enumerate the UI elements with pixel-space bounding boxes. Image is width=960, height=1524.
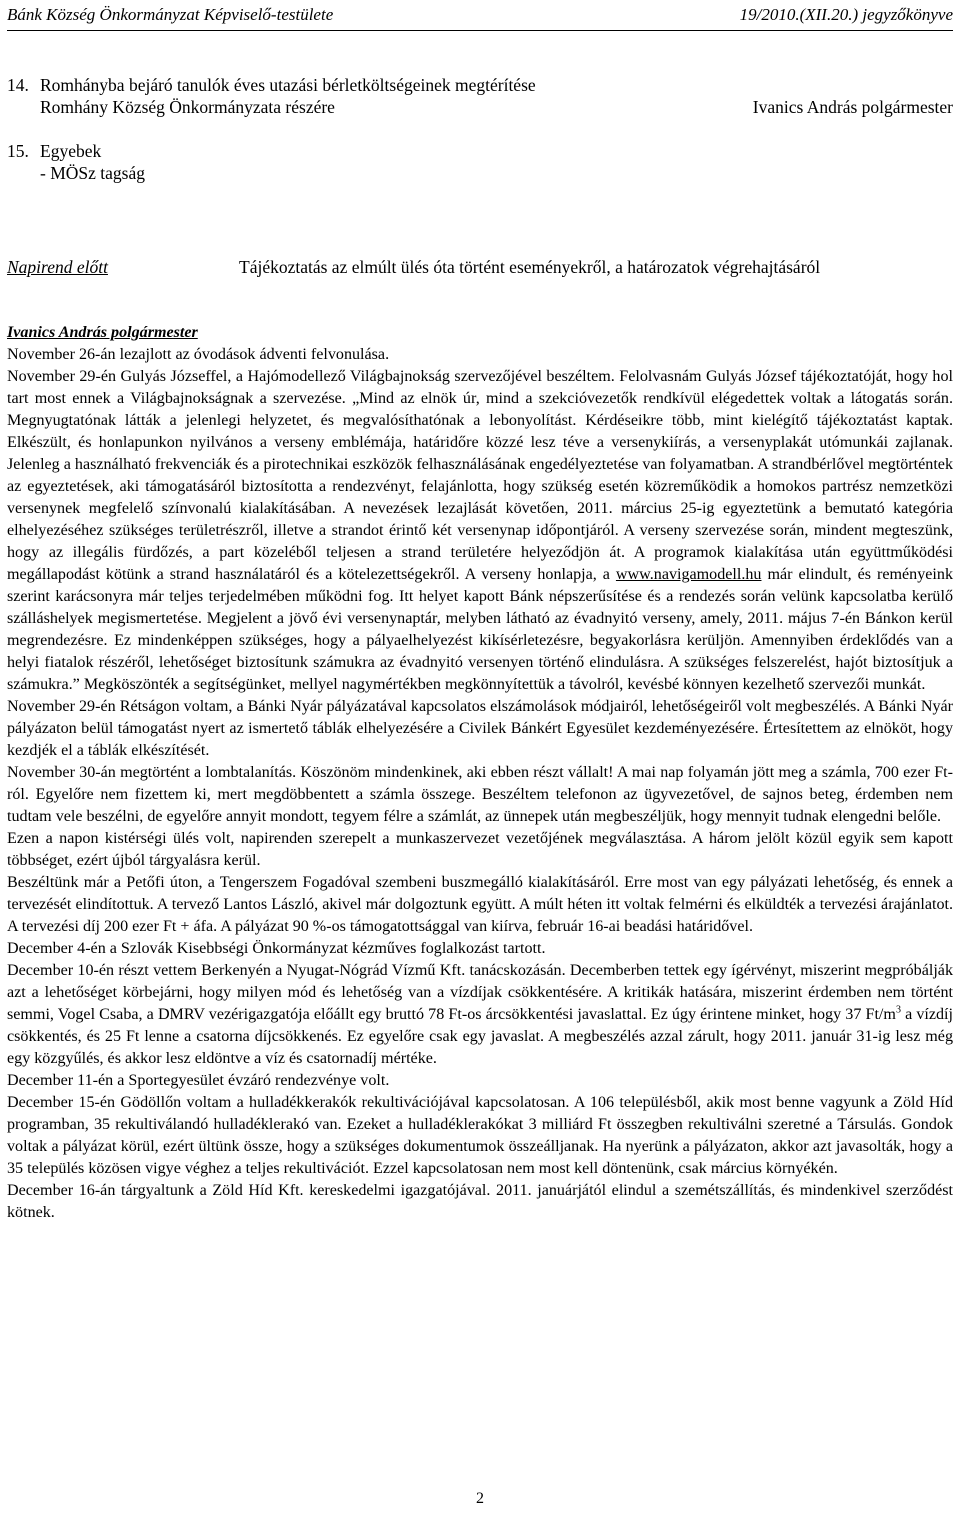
paragraph: December 4-én a Szlovák Kisebbségi Önkormányzat kézműves foglalkozást tartott. <box>7 940 546 957</box>
agenda-item-title: Egyebek <box>40 141 102 161</box>
agenda-item-15-title-line <box>7 140 953 162</box>
agenda-item-presenter: Ivanics András polgármester <box>752 97 953 117</box>
header-right-title: 19/2010.(XII.20.) jegyzőkönyve <box>739 5 953 24</box>
paragraph <box>7 366 953 696</box>
agenda-item-14-second-line <box>7 96 953 118</box>
paragraph: November 30-án megtörtént a lombtalanítás. Köszönöm mindenkinek, aki ebben részt vállalt! A mai nap folyamán jött meg a számla, 700 ezer Ft-ról. Egyelőre nem fizettem ki, mert megdöbbentett a számla összege. Beszéltem telefonon az ügyvezetővel, de sajnos beteg, érdemben nem tudtam vele beszélni, de egyelőre annyit mondott, tegyem félre a számlát, az ünnepek után megbeszéljük, hogy mennyit tudnak elengedni belőle. <box>7 764 953 825</box>
agenda-item-14-title-line <box>7 74 953 96</box>
agenda-item-15 <box>7 140 953 184</box>
superscript: 3 <box>895 1004 901 1016</box>
paragraph-text: December 10-én részt vettem Berkenyén a Nyugat-Nógrád Vízmű Kft. tanácskozásán. Decemberben tettek egy ígérvényt, miszerint megpróbálják azt a lehetőséget körbejárni, hogy milyen mód és lehetőség van a vízdíjak csökkentésére. A kritikák hatására, miszerint érdemben nem történt semmi, Vogel Csaba, a DMRV vezérigazgatója előállt egy bruttó 78 Ft-os árcsökkentési javaslattal. Ez úgy érintene minket, hogy 37 Ft/m <box>7 962 953 1023</box>
agenda-item-14 <box>7 74 953 118</box>
paragraph: December 15-én Gödöllőn voltam a hulladékkerakók rekultivációjával kapcsolatosan. A 106 településből, akik most benne vagyunk a Zöld Híd programban, 35 rekultiválandó hulladéklerakó van. Ezeket a hulladéklerakókat 3 milliárd Ft összegben rekultiválni szeretné a Társulás. Gondok voltak a pályázat körül, ezért ültünk össze, hogy a szükséges dokumentumok összeálljanak. Ha nyerünk a pályázaton, akkor azt javasolták, hogy a 35 település közösen vigye véghez a teljes rekultivációt. Ezzel kapcsolatosan nem most kell döntenünk, csak március környékén. <box>7 1094 953 1177</box>
napirend-label: Napirend előtt <box>7 257 108 277</box>
paragraph: Ezen a napon kistérségi ülés volt, napirenden szerepelt a munkaszervezet vezetőjének megválasztása. A három jelölt közül egyik sem kapott többséget, ezért újból tárgyalásra kerül. <box>7 830 953 869</box>
report-body <box>7 322 953 1224</box>
paragraph: December 11-én a Sportegyesület évzáró rendezvénye volt. <box>7 1072 390 1089</box>
paragraph-text: November 29-én Gulyás Józseffel, a Hajómodellező Világbajnokság szervezőjével beszéltem. Felolvasnám Gulyás József tájékoztatóját, hogy hol tart most ennek a Világbajnokságnak a szervezése. „Mind az elnök úr, mind a szekcióvezetők rendkívül elégedettek voltak a látogatás során. Megnyugtatónak látták a jelenlegi helyzetet, és megvalósíthatónak a lebonyolítást. Kérdéseikre több, mint kielégítő tájékoztatást kaptak. Elkészült, és honlapunkon nyilvános a verseny emblémája, határidőre közzé lesz téve a versenykiírás, a versenyplakát utómunkái zajlanak. Jelenleg a használható frekvenciák és a pirotechnikai eszközök felhasználásának engedélyeztetése van folyamatban. A strandbérlővel megtörténtek az egyeztetések, aki támogatásáról biztosította a rendezvényt, felajánlotta, hogy szükség esetén közreműködik a homokos partrész nemzetközi versenynek megfelelő színvonalú kialakításában. A nevezések lezajlását követően, 2011. március 25-ig egyeztetünk a bemutató kategória elhelyezéséhez szükséges területrészről, illetve a strandot érintő két versenynap időpontjáról. A verseny szervezése során, mindent megteszünk, hogy az illegális fürdőzés, a part közeléből teljesen a strand területére helyeződjön át. A programok kialakítása után együttműködési megállapodást kötünk a strand használatáról és a kötelezettségekről. A verseny honlapja, a <box>7 368 953 583</box>
agenda-item-title-continued: Romhány Község Önkormányzata részére <box>40 97 335 117</box>
header-left-title: Bánk Község Önkormányzat Képviselő-testülete <box>7 5 334 24</box>
paragraph-text: már elindult, és reményeink szerint karácsonyra már teljes terjedelmében működni fog. Itt helyet kapott Bánk népszerűsítése és a rendezés során velünk kapcsolatba kerülő szálláshelyek megismertetése. Megjelent a jövő évi versenynaptár, melyben látható az évadnyitó verseny, amely, 2011. május 7-én Bánkon kerül megrendezésre. Ez mindenképpen szükséges, hogy a pályaelhelyezést kikísérletezésre, begyakorlásra kerüljön. Amennyiben érdeklődés van a helyi fiatalok részéről, lehetőséget biztosítunk számukra az évadnyitó versenyen történő elindulásra. A szükséges felszerelést, hajót biztosítjuk a számukra.” Megköszönték a segítségünket, mellyel nagymértékben megkönnyítettük a távolról, kevésbé könnyen kezelhető szervezői munkát. <box>7 566 953 693</box>
paragraph: Beszéltünk már a Petőfi úton, a Tengerszem Fogadóval szembeni buszmegálló kialakításáról. Erre most van egy pályázati lehetőség, és ennek a tervezését elindítottuk. A tervező Lantos László, akivel már dolgoztunk együtt. A múlt héten itt voltak felmérni és elküldték a tervezési árajánlatot. A tervezési díj 200 ezer Ft + áfa. A pályázat 90 %-os támogatottsággal van kiírva, február 16-ai beadási határidővel. <box>7 874 953 935</box>
agenda-item-number: 14. <box>7 75 29 95</box>
page-number: 2 <box>476 1490 484 1507</box>
website-link[interactable]: www.navigamodell.hu <box>615 566 762 583</box>
paragraph: November 26-án lezajlott az óvodások ádventi felvonulása. <box>7 346 390 363</box>
napirend-text: Tájékoztatás az elmúlt ülés óta történt eseményekről, a határozatok végrehajtásáról <box>239 257 821 277</box>
paragraph-text: a vízdíj csökkentés, és 25 Ft lenne a csatorna díjcsökkenés. Ez egyelőre csak egy javaslat. A megbeszélés azzal zárult, hogy 2011. január 31-ig lesz még egy közgyűlés, és akkor lesz eldöntve a víz és csatornadíj mértéke. <box>7 1006 954 1067</box>
agenda-item-title: Romhányba bejáró tanulók éves utazási bérletköltségeinek megtérítése <box>40 75 536 95</box>
agenda-item-subitem: - MÖSz tagság <box>40 163 145 183</box>
paragraph: December 16-án tárgyaltunk a Zöld Híd Kft. kereskedelmi igazgatójával. 2011. januárjától elindul a szemétszállítás, és mindenkivel szerződést kötnek. <box>7 1182 953 1221</box>
page-header <box>7 4 953 26</box>
paragraph <box>7 960 953 1070</box>
napirend-elott-row <box>7 256 953 278</box>
header-divider <box>7 30 953 31</box>
speaker-name: Ivanics András polgármester <box>7 324 198 341</box>
agenda-item-number: 15. <box>7 141 29 161</box>
paragraph: November 29-én Rétságon voltam, a Bánki Nyár pályázatával kapcsolatos elszámolások módjairól, lehetőségeiről volt megbeszélés. A Bánki Nyár pályázaton belül támogatást nyert az ismertető táblák elhelyezésére a Civilek Bánkért Egyesület kezdeményezésére. Értesítettem az elnököt, hogy kezdjék el a táblák elkészítését. <box>7 698 953 759</box>
